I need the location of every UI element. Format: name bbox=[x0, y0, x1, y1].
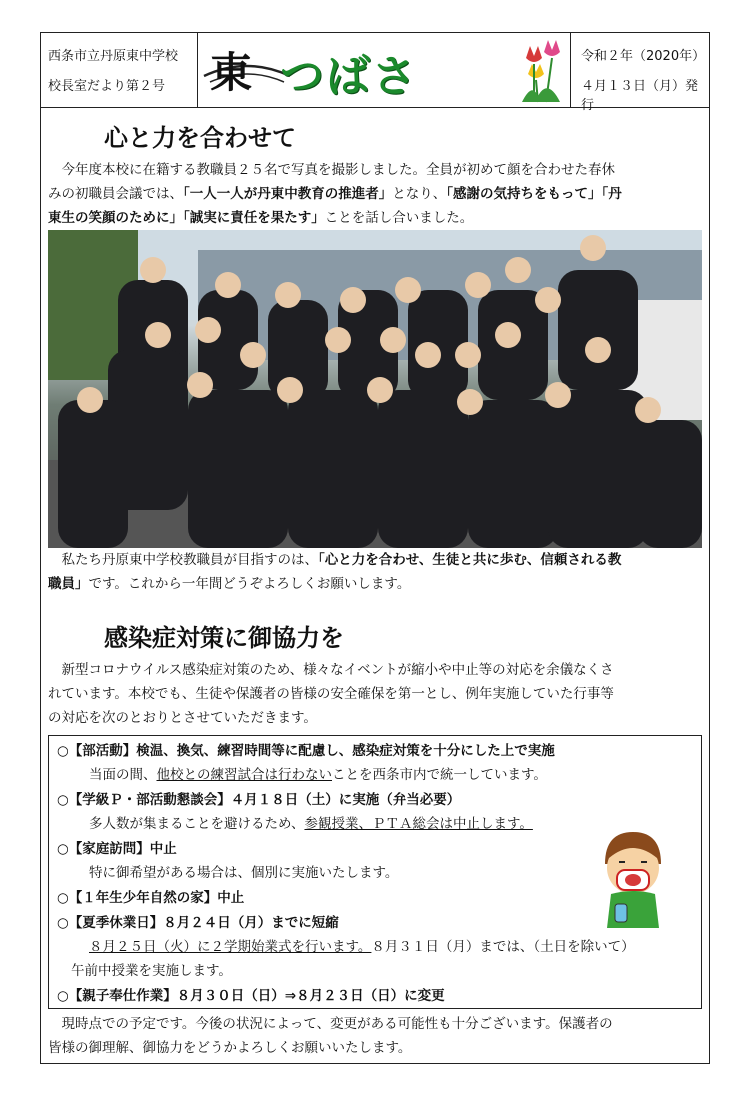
text-line: みの初職員会議では、「一人一人が丹東中教育の推進者」となり、「感謝の気持ちをもって」「丹 bbox=[48, 186, 622, 202]
text-line: 私たち丹原東中学校教職員が目指すのは、「心と力を合わせ、生徒と共に歩む、信頼される教 bbox=[48, 552, 622, 568]
newsletter-number: 校長室だより第２号 bbox=[48, 79, 166, 94]
measure-home-visit: ○【家庭訪問】中止 bbox=[57, 841, 177, 857]
section2-title: 感染症対策に御協力を bbox=[104, 624, 344, 652]
measure-summer-detail2: 午前中授業を実施します。 bbox=[71, 963, 232, 979]
staff-group-photo bbox=[48, 230, 702, 548]
era-date: 令和２年（2020年） bbox=[581, 49, 706, 64]
masthead-title: つばさ bbox=[280, 51, 418, 102]
closing-note bbox=[48, 1012, 704, 1060]
issue-date: ４月１３日（月）発行 bbox=[581, 79, 699, 113]
text-line: 皆様の御理解、御協力をどうかよろしくお願いいたします。 bbox=[48, 1040, 412, 1056]
text-line: 新型コロナウイルス感染症対策のため、様々なイベントが縮小や中止等の対応を余儀なくさ bbox=[48, 662, 614, 678]
measure-home-visit-detail: 特に御希望がある場合は、個別に実施いたします。 bbox=[89, 865, 399, 881]
section2-intro bbox=[48, 658, 704, 730]
masked-child-icon bbox=[597, 828, 669, 928]
measure-meeting-detail: 多人数が集まることを避けるため、参観授業、ＰＴＡ総会は中止します。 bbox=[89, 816, 533, 832]
measure-service-work: ○【親子奉仕作業】８月３０日（日）⇒８月２３日（日）に変更 bbox=[57, 988, 445, 1004]
photo-illustration bbox=[48, 230, 702, 548]
text-line: 職員」です。これから一年間どうぞよろしくお願いします。 bbox=[48, 576, 411, 592]
measure-club: ○【部活動】検温、換気、練習時間等に配慮し、感染症対策を十分にした上で実施 bbox=[57, 743, 555, 759]
section1-title: 心と力を合わせて bbox=[104, 124, 296, 152]
measure-nature-camp: ○【１年生少年自然の家】中止 bbox=[57, 890, 245, 906]
measure-meeting: ○【学級Ｐ・部活動懇談会】４月１８日（土）に実施（弁当必要） bbox=[57, 792, 461, 808]
masthead-kanji: 東 bbox=[210, 48, 253, 97]
measure-summer-detail: ８月２５日（火）に２学期始業式を行います。８月３１日（月）までは、（土日を除いて） bbox=[89, 939, 635, 955]
measure-club-detail: 当面の間、他校との練習試合は行わないことを西条市内で統一しています。 bbox=[89, 767, 547, 783]
newsletter-header bbox=[40, 32, 710, 113]
school-info bbox=[40, 32, 198, 107]
text-line: 現時点での予定です。今後の状況によって、変更がある可能性も十分ございます。保護者の bbox=[48, 1016, 613, 1032]
issue-date-box bbox=[570, 32, 710, 113]
section1-para1 bbox=[48, 158, 704, 230]
measure-summer-break: ○【夏季休業日】８月２４日（月）までに短縮 bbox=[57, 915, 339, 931]
text-line: 今年度本校に在籍する教職員２５名で写真を撮影しました。全員が初めて顔を合わせた春休 bbox=[48, 162, 615, 178]
text-line: れています。本校でも、生徒や保護者の皆様の安全確保を第一とし、例年実施していた行事等 bbox=[48, 686, 614, 702]
section1-para2 bbox=[48, 548, 704, 596]
measures-box bbox=[48, 735, 702, 1009]
masthead bbox=[198, 32, 570, 107]
school-name: 西条市立丹原東中学校 bbox=[48, 49, 179, 64]
tulip-icon bbox=[516, 38, 566, 104]
text-line: の対応を次のとおりとさせていただきます。 bbox=[48, 710, 317, 726]
text-line: 東生の笑顔のために」「誠実に責任を果たす」ことを話し合いました。 bbox=[48, 210, 474, 226]
